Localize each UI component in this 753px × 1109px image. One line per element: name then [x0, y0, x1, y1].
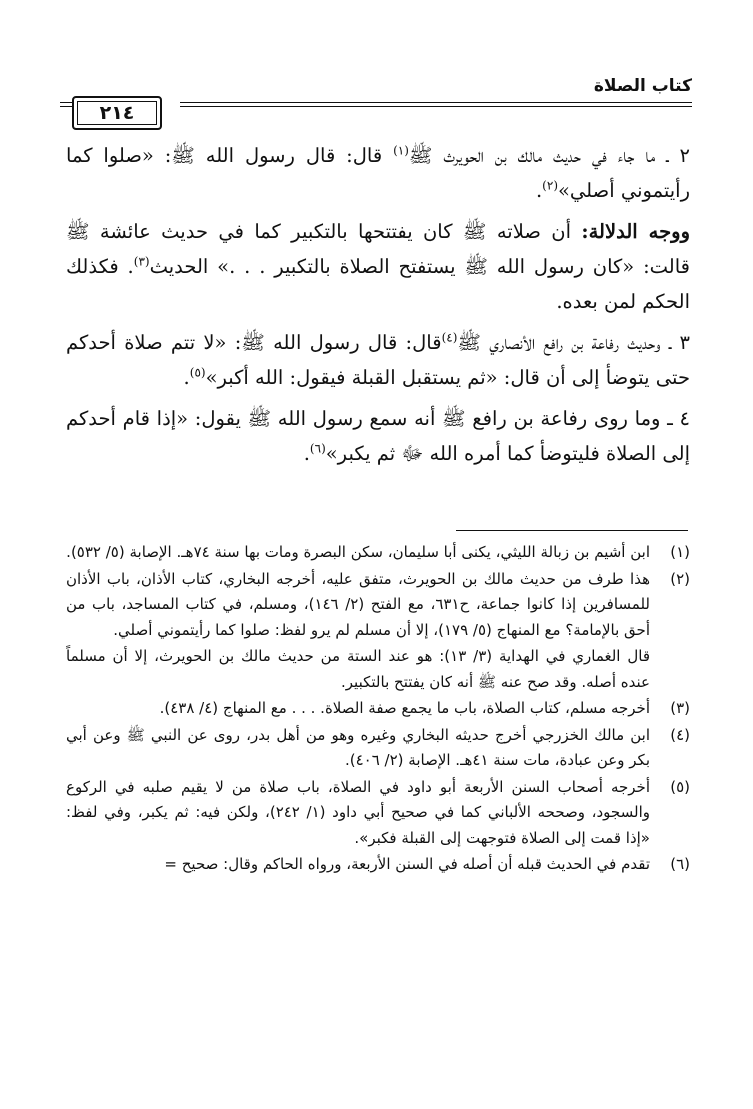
- footnote-text: أخرجه أصحاب السنن الأربعة أبو داود في الصلاة، باب صلاة من لا يقيم صلبه في الركوع والسجود، وصححه الألباني كما في صحيح أبي داود (١/ ٢٤٢)، ولكن فيه: ثم يكبر، وفي لفظ: «إذا قمت إلى الصلاة فتوجهت إلى القبلة فكبر».: [66, 777, 650, 847]
- footnotes: [66, 540, 690, 879]
- footnote-ref-3: (٣): [133, 254, 150, 269]
- page-header: [60, 72, 692, 124]
- p1-end: .: [535, 179, 543, 202]
- main-text: [66, 138, 690, 477]
- paragraph-evidence: [66, 214, 690, 319]
- paragraph-hadith-rifaa: [66, 325, 690, 395]
- p1-text-b: قال: قال رسول الله ﷺ: «صلوا كما رأيتموني أصلي»: [66, 144, 690, 202]
- p1-text: ٢ ـ ما جاء في حديث مالك بن الحويرث ﷺ: [408, 144, 691, 167]
- footnote-text: هذا طرف من حديث مالك بن الحويرث، متفق عليه، أخرجه البخاري، كتاب الأذان، باب الأذان للمسافرين إذا كانوا جماعة، ح٦٣١، مع الفتح (٢/ ١٤٦)، ومسلم، في كتاب المساجد، باب من أحق بالإمامة؟ مع المنهاج (٥/ ١٧٩)، إلا أن مسلم لم يرو لفظ: صلوا كما رأيتموني أصلي.: [66, 569, 650, 639]
- footnote-item: [66, 540, 690, 566]
- footnote-text: أخرجه مسلم، كتاب الصلاة، باب ما يجمع صفة الصلاة. . . . مع المنهاج (٤/ ٤٣٨).: [159, 699, 650, 717]
- footnote-text: تقدم في الحديث قبله أن أصله في السنن الأربعة، ورواه الحاكم وقال: صحيح =: [164, 855, 650, 873]
- footnote-item-continuation: [66, 644, 690, 695]
- footnote-item: [66, 567, 690, 644]
- footnote-number: (٣): [670, 699, 690, 717]
- footnote-text: قال الغماري في الهداية (٣/ ١٣): هو عند الستة من حديث مالك بن الحويرث، إلا أن مسلماً عنده أصله. وقد صح عنه ﷺ أنه كان يفتتح بالتكبير.: [66, 647, 650, 691]
- footnote-item: [66, 723, 690, 774]
- footnote-number: (٤): [670, 725, 690, 744]
- footnote-ref-2: (٢): [542, 178, 558, 193]
- p3-end: .: [183, 366, 190, 389]
- footnote-ref-1: (١): [393, 143, 409, 158]
- footnote-ref-5: (٥): [189, 365, 206, 380]
- paragraph-hadith-rifaa-2: [66, 401, 690, 471]
- header-rule-double: [180, 106, 692, 107]
- header-rule-left-double: [60, 106, 72, 107]
- running-title: كتاب الصلاة: [593, 76, 692, 96]
- footnote-ref-4: (٤): [441, 330, 458, 345]
- footnote-ref-6: (٦): [309, 441, 326, 456]
- p3-text-b: قال: قال رسول الله ﷺ: «لا تتم صلاة أحدكم حتى يتوضأ إلى أن قال: «ثم يستقبل القبلة فيقول: الله أكبر»: [66, 331, 690, 389]
- footnote-text: ابن مالك الخزرجي أخرج حديثه البخاري وغيره وهو من أهل بدر، روى عن النبي ﷺ وعن أبي بكر وعن عبادة، مات سنة ٤١هـ. الإصابة (٢/ ٤٠٦).: [66, 725, 650, 769]
- page-number: ٢١٤: [72, 96, 162, 130]
- footnote-number: (٦): [670, 855, 690, 873]
- paragraph-hadith-malik: [66, 138, 690, 208]
- footnote-separator: [456, 530, 688, 531]
- footnote-item: [66, 852, 690, 878]
- footnote-number: (٥): [670, 777, 690, 796]
- p2-text: أن صلاته ﷺ كان يفتتحها بالتكبير كما في حديث عائشة ﷺ قالت: «كان رسول الله ﷺ يستفتح الصلاة بالتكبير . . .» الحديث: [66, 220, 690, 278]
- p3-text: ٣ ـ وحديث رفاعة بن رافع الأنصاري ﷺ: [457, 331, 690, 354]
- p4-text: ٤ ـ وما روى رفاعة بن رافع ﷺ أنه سمع رسول الله ﷺ يقول: «إذا قام أحدكم إلى الصلاة فليتوضأ كما أمره الله ﷻ ثم يكبر»: [66, 407, 690, 465]
- footnote-number: (١): [670, 543, 690, 561]
- header-rule: [180, 102, 692, 103]
- footnote-item: [66, 775, 690, 852]
- evidence-label: ووجه الدلالة:: [581, 220, 691, 243]
- p2-end: . فكذلك الحكم لمن بعده.: [66, 255, 690, 313]
- header-rule-left: [60, 102, 72, 103]
- footnote-text: ابن أشيم بن زبالة الليثي، يكنى أبا سليمان، سكن البصرة ومات بها سنة ٧٤هـ. الإصابة (٥/ ٥٣٢).: [66, 543, 650, 561]
- footnote-number: [650, 644, 690, 695]
- footnote-item: [66, 696, 690, 722]
- p4-end: .: [303, 442, 310, 465]
- footnote-number: (٢): [670, 569, 690, 588]
